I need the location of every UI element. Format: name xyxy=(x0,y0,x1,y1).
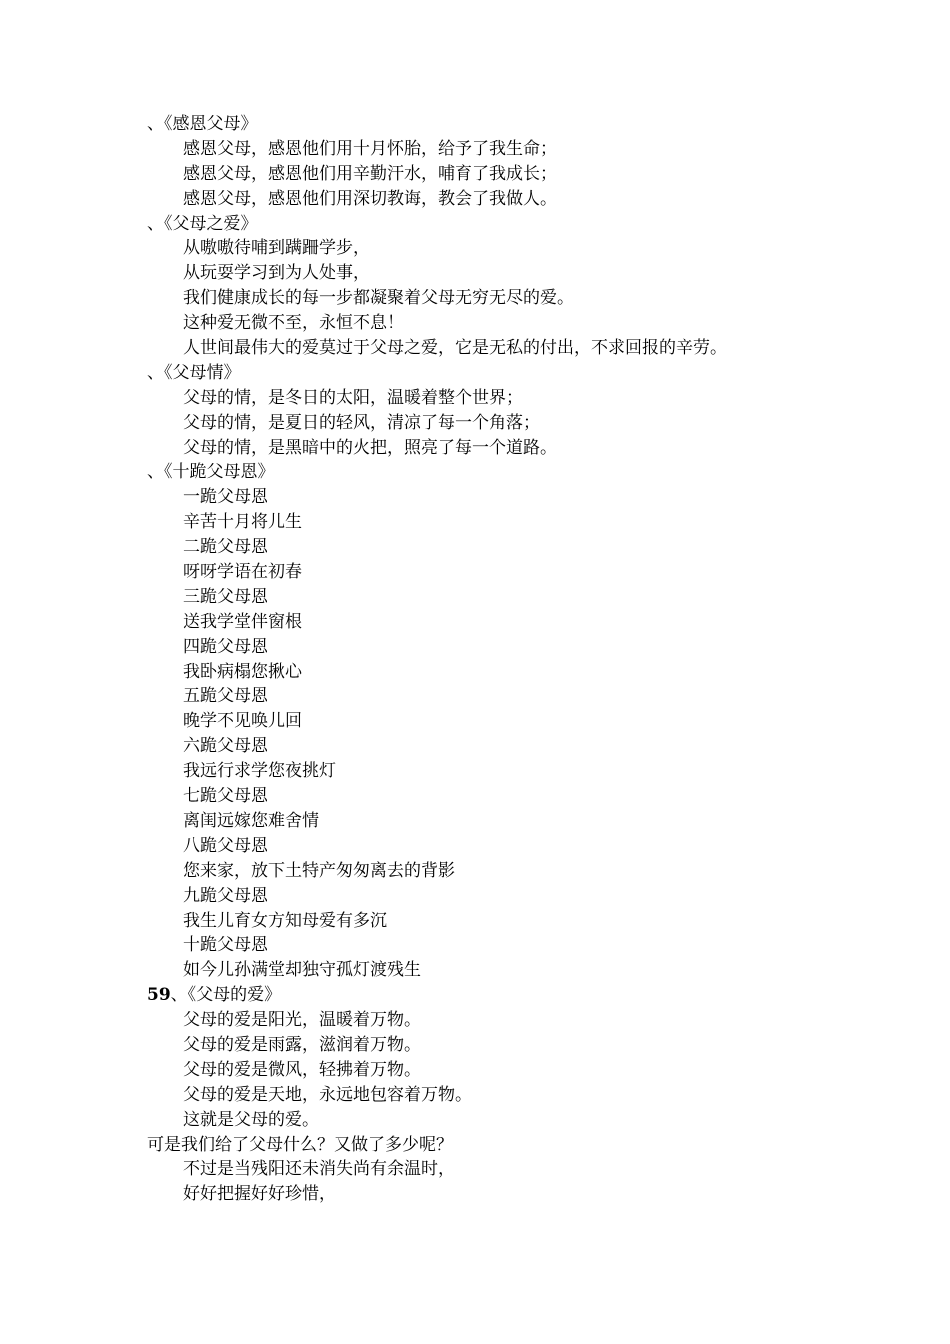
poem-line: 父母的情，是冬日的太阳，温暖着整个世界； xyxy=(183,387,523,408)
poem-line: 十跪父母恩 xyxy=(183,935,268,956)
section-title: 、《感恩父母》 xyxy=(147,114,258,134)
poem-line: 呀呀学语在初春 xyxy=(183,562,302,583)
section-heading xyxy=(147,983,927,1008)
closing-line: 不过是当残阳还未消失尚有余温时， xyxy=(183,1159,455,1180)
poem-line: 感恩父母，感恩他们用深切教诲，教会了我做人。 xyxy=(183,188,557,209)
section-heading xyxy=(147,212,927,237)
poem-line: 人世间最伟大的爱莫过于父母之爱，它是无私的付出，不求回报的辛劳。 xyxy=(183,338,727,359)
poem-line: 送我学堂伴窗根 xyxy=(183,611,302,632)
poem-line: 七跪父母恩 xyxy=(183,786,268,807)
poem-line: 感恩父母，感恩他们用辛勤汗水，哺育了我成长； xyxy=(183,163,557,184)
poem-line: 这种爱无微不至，永恒不息！ xyxy=(183,313,404,334)
section-title: 、《父母情》 xyxy=(147,362,241,383)
poem-line: 感恩父母，感恩他们用十月怀胎，给予了我生命； xyxy=(183,138,557,159)
poem-line: 父母的情，是夏日的轻风，清凉了每一个角落； xyxy=(183,412,540,433)
poem-line: 离闺远嫁您难舍情 xyxy=(183,810,319,831)
poem-line: 四跪父母恩 xyxy=(183,636,268,657)
poem-line: 二跪父母恩 xyxy=(183,537,268,558)
section-number: 59 xyxy=(147,985,171,1006)
poem-line: 六跪父母恩 xyxy=(183,736,268,757)
poem-line: 如今儿孙满堂却独守孤灯渡残生 xyxy=(183,960,421,981)
poem-line: 八跪父母恩 xyxy=(183,835,268,856)
poem-line: 从玩耍学习到为人处事， xyxy=(183,263,370,284)
poem-line: 九跪父母恩 xyxy=(183,885,268,906)
poem-line: 父母的爱是天地，永远地包容着万物。 xyxy=(183,1084,472,1105)
poem-line: 这就是父母的爱。 xyxy=(183,1109,319,1130)
poem-line: 五跪父母恩 xyxy=(183,686,268,707)
poem-line: 我卧病榻您揪心 xyxy=(183,661,302,682)
poem-line: 父母的爱是阳光，温暖着万物。 xyxy=(183,1010,421,1031)
poem-line: 我生儿育女方知母爱有多沉 xyxy=(183,910,387,931)
poem-line: 我们健康成长的每一步都凝聚着父母无穷无尽的爱。 xyxy=(183,288,574,309)
section-heading xyxy=(147,112,927,137)
closing-question: 可是我们给了父母什么？又做了多少呢？ xyxy=(147,1134,453,1155)
section-heading xyxy=(147,361,927,386)
section-title: 、《父母之爱》 xyxy=(147,213,258,234)
poem-line: 晚学不见唤儿回 xyxy=(183,711,302,732)
closing-line: 好好把握好好珍惜， xyxy=(183,1184,336,1205)
poem-line: 辛苦十月将儿生 xyxy=(183,512,302,533)
poem-line: 父母的爱是微风，轻拂着万物。 xyxy=(183,1059,421,1080)
poem-line: 我远行求学您夜挑灯 xyxy=(183,761,336,782)
document-body xyxy=(147,112,927,1207)
poem-line: 从嗷嗷待哺到蹒跚学步， xyxy=(183,238,370,259)
section-title: 、《十跪父母恩》 xyxy=(147,462,275,483)
poem-line: 三跪父母恩 xyxy=(183,586,268,607)
poem-line: 父母的爱是雨露，滋润着万物。 xyxy=(183,1034,421,1055)
section-title: 、《父母的爱》 xyxy=(170,985,282,1006)
poem-line: 父母的情，是黑暗中的火把，照亮了每一个道路。 xyxy=(183,437,557,458)
poem-line: 一跪父母恩 xyxy=(183,487,268,508)
poem-line: 您来家，放下土特产匆匆离去的背影 xyxy=(183,860,455,881)
section-heading xyxy=(147,460,927,485)
